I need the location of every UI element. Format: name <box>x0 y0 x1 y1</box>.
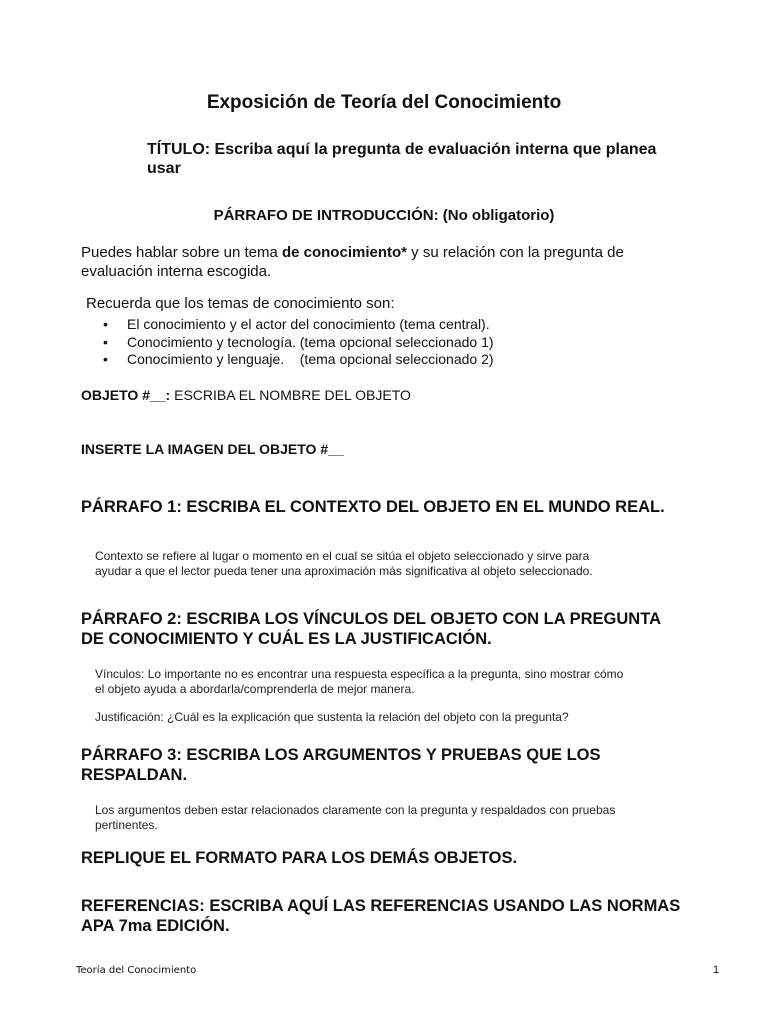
topic-item: • Conocimiento y tecnología. (tema opcional seleccionado 1) <box>103 334 494 352</box>
replicate-instruction: REPLIQUE EL FORMATO PARA LOS DEMÁS OBJETOS. <box>81 849 518 867</box>
topics-reminder: Recuerda que los temas de conocimiento son: <box>86 295 395 312</box>
paragraph1-note: Contexto se refiere al lugar o momento en el cual se sitúa el objeto seleccionado y sirve para ayudar a que el lector pueda tener una aproximación más significativa al objeto seleccionado. <box>95 549 593 578</box>
intro-heading: PÁRRAFO DE INTRODUCCIÓN: (No obligatorio) <box>213 207 555 224</box>
insert-image-placeholder: INSERTE LA IMAGEN DEL OBJETO #__ <box>81 441 344 457</box>
page-title: Exposición de Teoría del Conocimiento <box>206 92 562 113</box>
footer-text: Teoría del Conocimiento <box>76 965 197 976</box>
paragraph3-note: Los argumentos deben estar relacionados claramente con la pregunta y respaldados con pruebas pertinentes. <box>95 803 616 832</box>
topic-item: • El conocimiento y el actor del conocimiento (tema central). <box>103 316 494 334</box>
references-heading: REFERENCIAS: ESCRIBA AQUÍ LAS REFERENCIAS USANDO LAS NORMAS APA 7ma EDICIÓN. <box>81 897 681 935</box>
title-instruction: TÍTULO: Escriba aquí la pregunta de evaluación interna que planea usar <box>147 141 657 177</box>
object-line <box>81 387 411 403</box>
paragraph2-heading: PÁRRAFO 2: ESCRIBA LOS VÍNCULOS DEL OBJETO CON LA PREGUNTA DE CONOCIMIENTO Y CUÁL ES LA JUSTIFICACIÓN. <box>81 610 661 648</box>
paragraph3-heading: PÁRRAFO 3: ESCRIBA LOS ARGUMENTOS Y PRUEBAS QUE LOS RESPALDAN. <box>81 746 601 784</box>
object-number-label: OBJETO #__: <box>81 387 171 403</box>
topic-item: • Conocimiento y lenguaje. (tema opcional seleccionado 2) <box>103 351 494 369</box>
paragraph1-heading: PÁRRAFO 1: ESCRIBA EL CONTEXTO DEL OBJETO EN EL MUNDO REAL. <box>81 498 665 516</box>
intro-paragraph <box>81 243 691 281</box>
page-number: 1 <box>713 964 720 976</box>
intro-paragraph-pre: Puedes hablar sobre un tema <box>81 244 282 261</box>
paragraph2-note-justification: Justificación: ¿Cuál es la explicación que sustenta la relación del objeto con la pregunta? <box>95 710 569 724</box>
intro-paragraph-bold: de conocimiento* <box>281 244 407 261</box>
intro-paragraph-post: y su relación con la pregunta de evaluación interna escogida. <box>81 244 624 280</box>
paragraph2-note-links: Vínculos: Lo importante no es encontrar una respuesta específica a la pregunta, sino mostrar cómo el objeto ayuda a abordarla/comprenderla de mejor manera. <box>95 667 624 696</box>
topics-list <box>103 316 494 369</box>
object-name-placeholder: ESCRIBA EL NOMBRE DEL OBJETO <box>170 387 411 403</box>
